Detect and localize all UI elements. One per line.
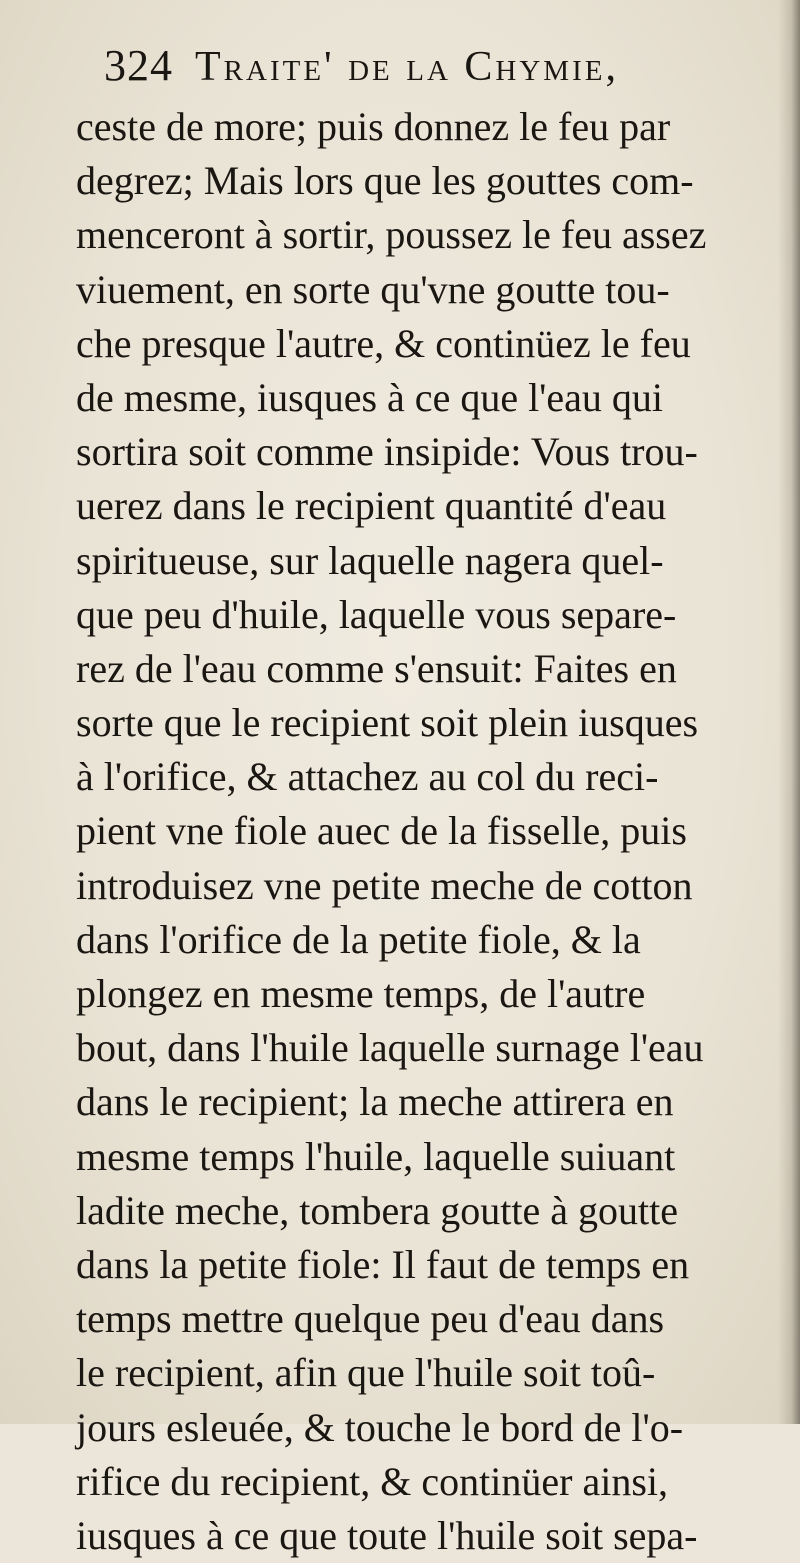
running-title: Traite' de la Chymie,: [195, 44, 619, 90]
text-line: rifice du recipient, & continüer ainsi,: [76, 1458, 669, 1504]
text-line: uerez dans le recipient quantité d'eau: [76, 483, 667, 529]
text-line: mesme temps l'huile, laquelle suiuant: [76, 1133, 676, 1179]
text-line: che presque l'autre, & continüez le feu: [76, 320, 691, 366]
page-number: 324: [104, 41, 173, 90]
text-line: temps mettre quelque peu d'eau dans: [76, 1296, 665, 1342]
text-line: bout, dans l'huile laquelle surnage l'eau: [76, 1025, 704, 1071]
text-line: spiritueuse, sur laquelle nagera quel-: [76, 537, 664, 583]
text-line: dans la petite fiole: Il faut de temps en: [76, 1241, 690, 1287]
text-line: jours esleuée, & touche le bord de l'o-: [76, 1404, 684, 1450]
text-line: introduisez vne petite meche de cotton: [76, 862, 693, 908]
text-line: ceste de more; puis donnez le feu par: [76, 104, 671, 149]
text-line: menceront à sortir, poussez le feu assez: [76, 212, 707, 258]
text-line: dans le recipient; la meche attirera en: [76, 1079, 674, 1125]
text-line: iusques à ce que toute l'huile soit sepa-: [76, 1512, 698, 1558]
text-line: pient vne fiole auec de la fisselle, puis: [76, 808, 687, 854]
text-line: sortira soit comme insipide: Vous trou-: [76, 429, 698, 475]
text-line: plongez en mesme temps, de l'autre: [76, 971, 646, 1016]
text-line: le recipient, afin que l'huile soit toû-: [76, 1350, 656, 1396]
text-line: rez de l'eau comme s'ensuit: Faites en: [76, 645, 677, 691]
text-line: ladite meche, tombera goutte à goutte: [76, 1187, 678, 1233]
page-header: [104, 40, 764, 96]
text-line: degrez; Mais lors que les gouttes com-: [76, 158, 694, 204]
text-line: dans l'orifice de la petite fiole, & la: [76, 916, 641, 962]
text-line: viuement, en sorte qu'vne goutte tou-: [76, 266, 670, 312]
text-line: de mesme, iusques à ce que l'eau qui: [76, 374, 664, 420]
body-text: [76, 100, 776, 1563]
page-edge-shadow: [778, 0, 800, 1424]
text-line: que peu d'huile, laquelle vous separe-: [76, 591, 677, 637]
text-line: à l'orifice, & attachez au col du reci-: [76, 754, 659, 800]
text-line: sorte que le recipient soit plein iusques: [76, 700, 699, 746]
